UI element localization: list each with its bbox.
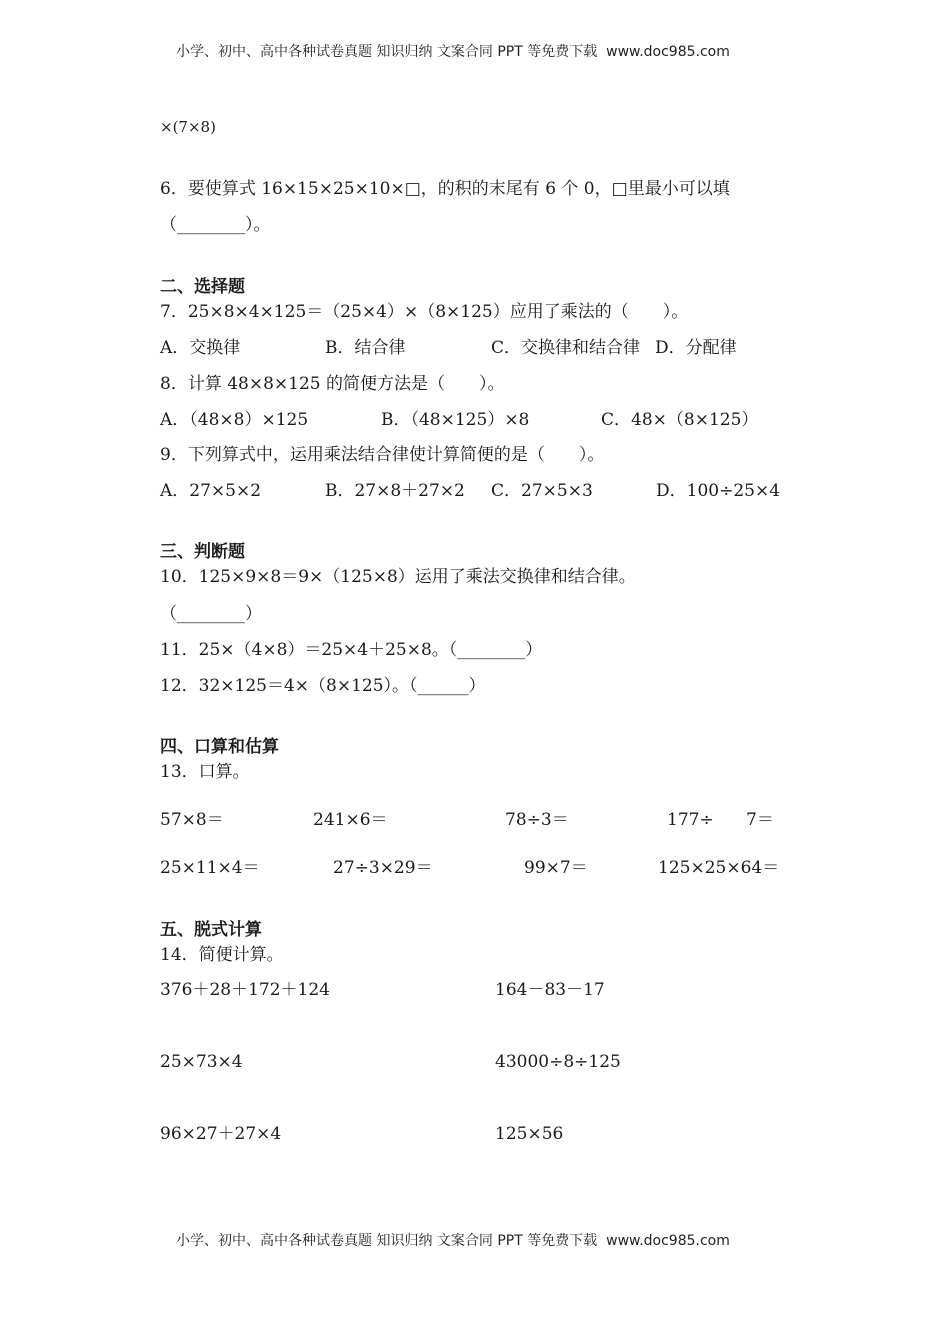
q8-option-a: A．（48×8）×125 xyxy=(160,410,309,430)
mental-item: 78÷3＝ xyxy=(505,810,569,830)
q7-option-d: D．分配律 xyxy=(655,338,737,358)
q12-text: 12．32×125＝4×（8×125）。（______） xyxy=(160,676,486,696)
section-title-mental: 四、口算和估算 xyxy=(160,737,279,757)
section-title-judge: 三、判断题 xyxy=(160,542,245,562)
q7-option-c: C．交换律和结合律 xyxy=(491,338,641,358)
section-title-calc: 五、脱式计算 xyxy=(160,920,262,940)
q6-line1: 6．要使算式 16×15×25×10×□，的积的末尾有 6 个 0，□里最小可以填 xyxy=(160,179,730,199)
q9-option-d: D．100÷25×4 xyxy=(656,481,781,501)
q9-stem: 9．下列算式中，运用乘法结合律使计算简便的是（ ）。 xyxy=(160,445,605,465)
calc-item: 164－83－17 xyxy=(495,980,605,1000)
q9-option-b: B．27×8＋27×2 xyxy=(325,481,465,501)
q9-option-c: C．27×5×3 xyxy=(491,481,593,501)
calc-item: 25×73×4 xyxy=(160,1052,243,1072)
q8-option-b: B．（48×125）×8 xyxy=(381,410,530,430)
q11-text: 11．25×（4×8）＝25×4＋25×8。（________） xyxy=(160,640,543,660)
q8-stem: 8．计算 48×8×125 的简便方法是（ ）。 xyxy=(160,374,505,394)
q10-line1: 10．125×9×8＝9×（125×8）运用了乘法交换律和结合律。 xyxy=(160,567,636,587)
mental-item: 177÷ xyxy=(667,810,714,830)
calc-item: 125×56 xyxy=(495,1124,564,1144)
mental-item: 27÷3×29＝ xyxy=(333,858,433,878)
q6-line2: （________）。 xyxy=(160,215,271,235)
q8-option-c: C．48×（8×125） xyxy=(601,410,759,430)
mental-item: 57×8＝ xyxy=(160,810,224,830)
mental-item: 99×7＝ xyxy=(524,858,588,878)
section-title-choice: 二、选择题 xyxy=(160,277,245,297)
mental-item: 125×25×64＝ xyxy=(658,858,780,878)
q7-stem: 7．25×8×4×125＝（25×4）×（8×125）应用了乘法的（ ）。 xyxy=(160,302,689,322)
carryover-text: ×(7×8) xyxy=(160,118,216,136)
page-footer: 小学、初中、高中各种试卷真题 知识归纳 文案合同 PPT 等免费下载 www.doc985.com xyxy=(176,1233,730,1249)
mental-item: 25×11×4＝ xyxy=(160,858,260,878)
q10-line2: （________） xyxy=(160,604,262,624)
page-header: 小学、初中、高中各种试卷真题 知识归纳 文案合同 PPT 等免费下载 www.doc985.com xyxy=(176,44,730,60)
q13-stem: 13．口算。 xyxy=(160,762,250,782)
q9-option-a: A．27×5×2 xyxy=(160,481,262,501)
calc-item: 43000÷8÷125 xyxy=(495,1052,621,1072)
calc-item: 96×27＋27×4 xyxy=(160,1124,282,1144)
calc-item: 376＋28＋172＋124 xyxy=(160,980,330,1000)
mental-item: 7＝ xyxy=(746,810,774,830)
mental-item: 241×6＝ xyxy=(313,810,388,830)
q14-stem: 14．简便计算。 xyxy=(160,945,284,965)
q7-option-a: A．交换律 xyxy=(160,338,241,358)
q7-option-b: B．结合律 xyxy=(325,338,406,358)
